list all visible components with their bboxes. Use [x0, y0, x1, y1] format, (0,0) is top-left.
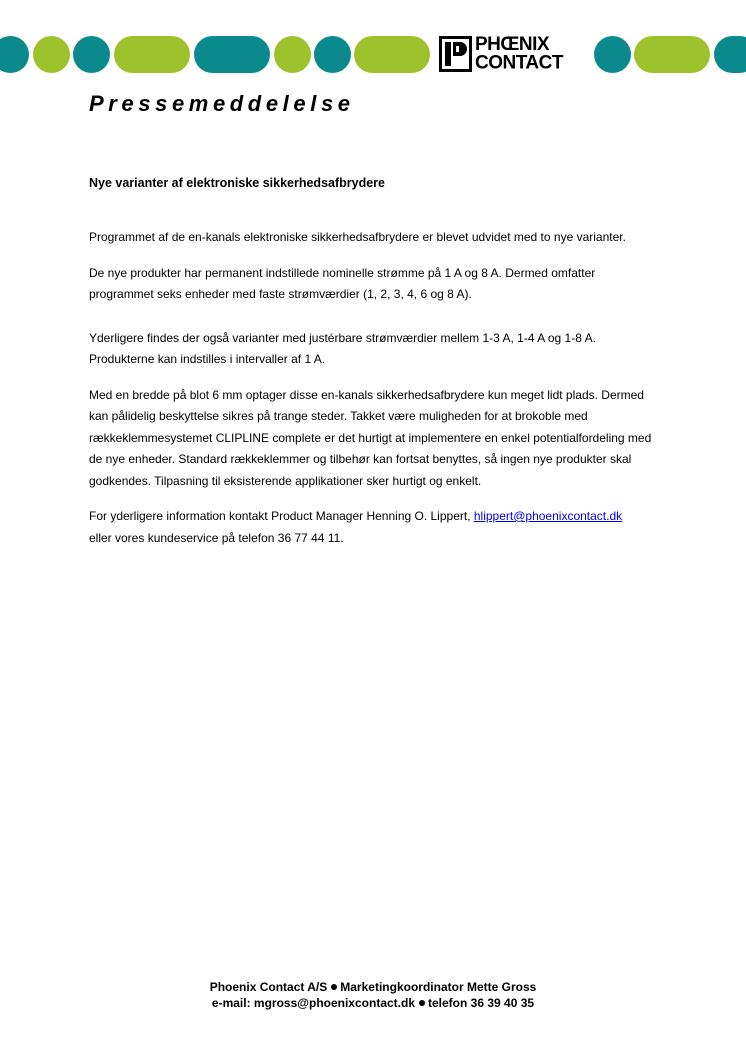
decor-circle-teal — [314, 36, 351, 73]
footer-line-2 — [0, 995, 746, 1011]
phoenix-contact-logo — [437, 34, 593, 74]
decor-circle-green — [274, 36, 311, 73]
decor-pill-teal — [194, 36, 270, 73]
decor-pill-green — [354, 36, 430, 73]
logo-wordmark — [475, 33, 563, 74]
decor-circle-teal — [594, 36, 631, 73]
press-release-headline: Nye varianter af elektroniske sikkerhedsafbrydere — [89, 176, 385, 190]
decor-pill-green — [114, 36, 190, 73]
contact-paragraph — [89, 506, 659, 549]
document-type-title: Pressemeddelelse — [89, 91, 355, 116]
logo-line-2: CONTACT — [475, 51, 563, 74]
body-paragraph: Yderligere findes der også varianter med justérbare strømværdier mellem 1-3 A, 1-4 A og 1-8 A. Produkterne kan indstilles i intervaller af 1 A. — [89, 330, 596, 366]
page-footer — [0, 979, 746, 1011]
footer-phone: telefon 36 39 40 35 — [428, 996, 535, 1010]
footer-role: Marketingkoordinator Mette Gross — [340, 980, 537, 994]
body-paragraph: Med en bredde på blot 6 mm optager disse en-kanals sikkerhedsafbrydere kun meget lidt plads. Dermed kan pålidelig beskyttelse sikres på trange steder. Takket være muligheden for at brokoble med rækkeklemmesystemet CLIPLINE complete er det hurtigt at implementere en enkel potentialfordeling med de nye enheder. Standard rækkeklemmer og tilbehør kan fortsat benyttes, så ingen nye produkter skal godkendes. Tilpasning til eksisterende applikationer sker hurtigt og enkelt. — [89, 387, 652, 488]
body-paragraph: De nye produkter har permanent indstillede nominelle strømme på 1 A og 8 A. Dermed omfatter programmet seks enheder med faste strømværdier (1, 2, 3, 4, 6 og 8 A). — [89, 265, 596, 301]
logo-line-1: PHŒNIX — [475, 33, 550, 56]
bullet-icon — [331, 984, 337, 990]
body-paragraph: Programmet af de en-kanals elektroniske sikkerhedsafbrydere er blevet udvidet med to nye varianter. — [89, 230, 626, 244]
header-decor-band — [0, 0, 746, 80]
bullet-icon — [419, 1000, 425, 1006]
phoenix-contact-logo-mark-icon — [439, 36, 472, 72]
decor-pill-green — [634, 36, 710, 73]
press-release-body — [89, 227, 659, 563]
decor-circle-teal — [714, 36, 746, 73]
footer-email: e-mail: mgross@phoenixcontact.dk — [211, 996, 415, 1010]
contact-prefix: For yderligere information kontakt Product Manager Henning O. Lippert, — [89, 509, 474, 523]
decor-circle-teal — [73, 36, 110, 73]
decor-circle-green — [33, 36, 70, 73]
decor-circle-teal — [0, 36, 29, 73]
footer-line-1 — [0, 979, 746, 995]
footer-company: Phoenix Contact A/S — [209, 980, 328, 994]
contact-suffix: eller vores kundeservice på telefon 36 77 44 11. — [89, 530, 344, 545]
contact-email-link[interactable]: hlippert@phoenixcontact.dk — [473, 509, 623, 523]
